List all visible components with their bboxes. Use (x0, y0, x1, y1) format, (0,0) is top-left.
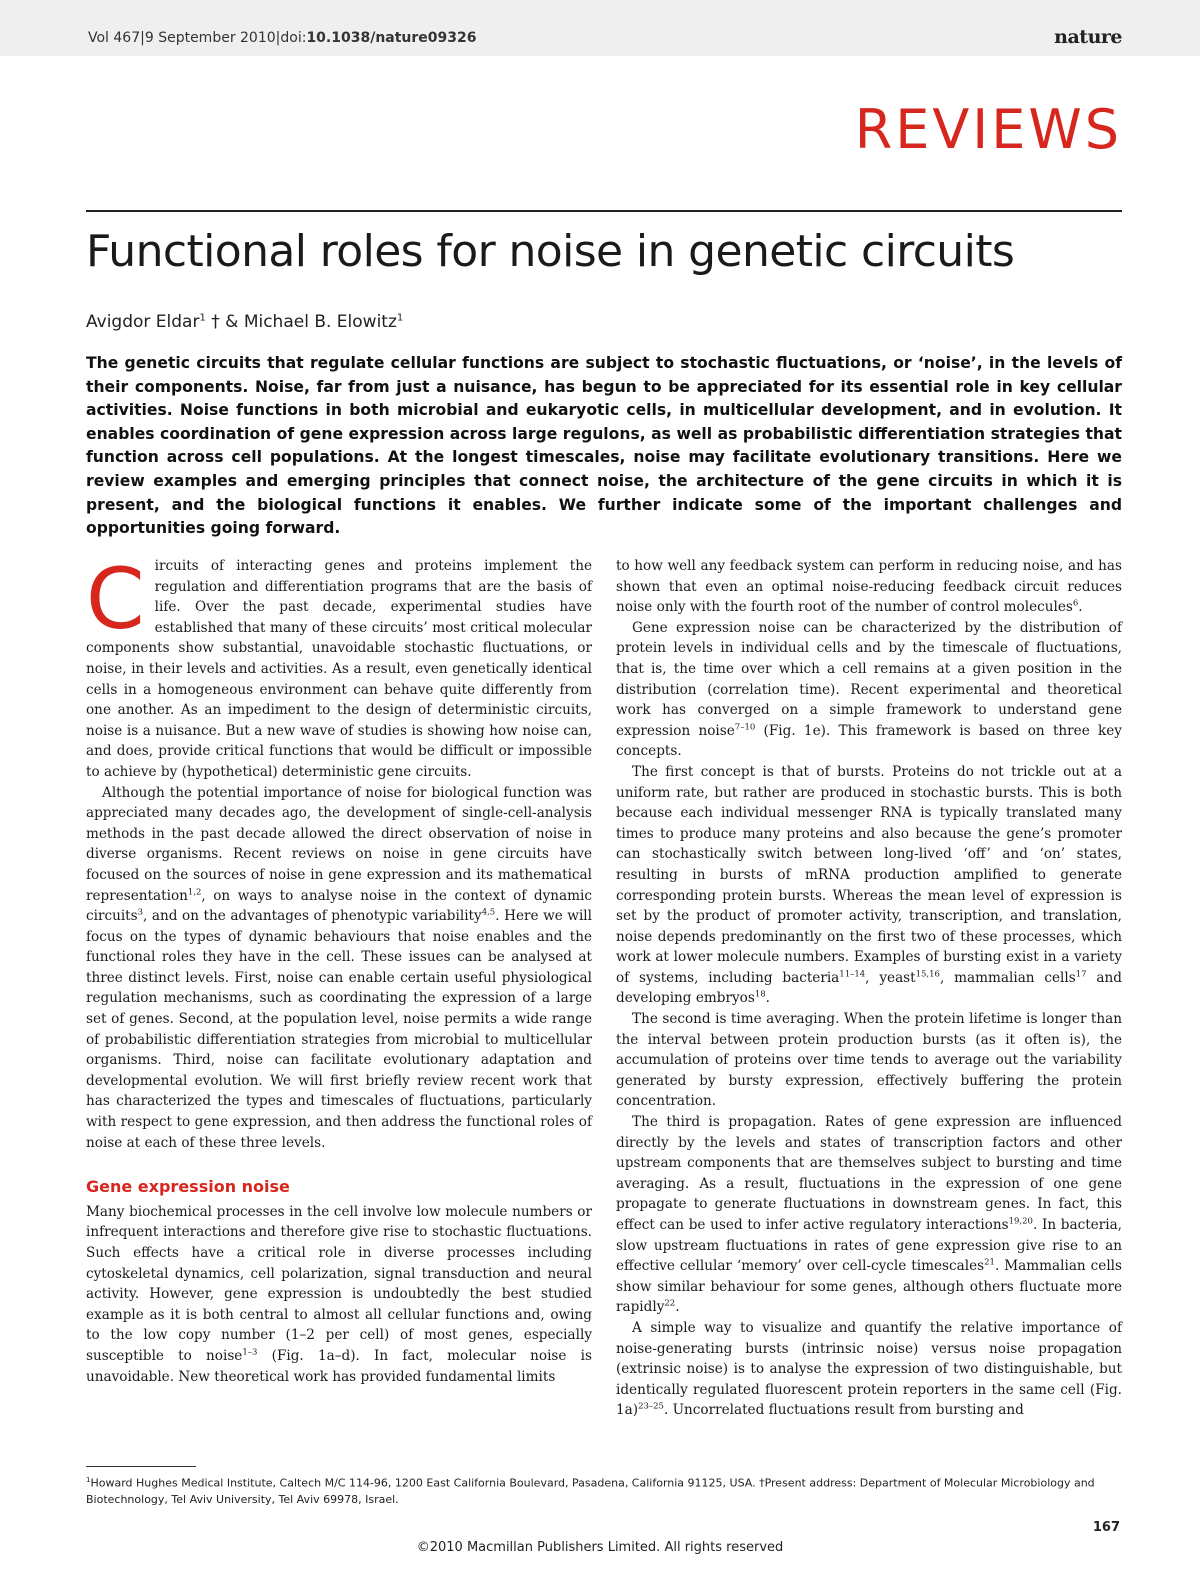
paragraph-text: The second is time averaging. When the protein lifetime is longer than the interval between protein production bursts (as it often is), the accumulation of proteins over time tends to average out the variability generated by bursty expression, effectively buffering the protein concentration. (616, 1011, 1122, 1110)
paragraph-text: ircuits of interacting genes and proteins implement the regulation and differentiation programs that are the basis of life. Over the past decade, experimental studies have established that many of these circuits’ most critical molecular components show substantial, unavoidable stochastic fluctuations, or noise, in their levels and activities. As a result, even genetically identical cells in a homogeneous environment can behave quite differently from one another. As an impediment to the design of deterministic circuits, noise is a nuisance. But a new wave of studies is showing how noise can, and does, provide critical functions that would be difficult or impossible to achieve by (hypothetical) deterministic gene circuits. (86, 558, 592, 780)
volume-issue: Vol 467|9 September 2010|doi: (88, 30, 307, 46)
paragraph-text: (Fig. 1a–d). In fact, molecular noise is unavoidable. New theoretical work has provided fundamental limits (86, 1347, 592, 1385)
paragraph-text: Many biochemical processes in the cell involve low molecule numbers or infrequent interactions and therefore give rise to stochastic fluctuations. Such effects have a critical role in diverse processes including cytoskeletal dynamics, cell polarization, signal transduction and neural activity. However, gene expression is undoubtedly the best studied example as it is both central to almost all cellular functions and, owing to the low copy number (1–2 per cell) of most genes, especially susceptible to noise (86, 1203, 592, 1364)
paragraph (86, 783, 592, 1154)
author-line (86, 312, 403, 332)
abstract: The genetic circuits that regulate cellular functions are subject to stochastic fluctuations, or ‘noise’, in the levels of their components. Noise, far from just a nuisance, has begun to be appreciated for its essential role in key cellular activities. Noise functions in both microbial and eukaryotic cells, in multicellular development, and in evolution. It enables coordination of gene expression across large regulons, as well as probabilistic differentiation strategies that function across cell populations. At the longest timescales, noise may facilitate evolutionary transitions. Here we review examples and emerging principles that connect noise, the architecture of the gene circuits in which it is present, and the biological functions it enables. We further indicate some of the important challenges and opportunities going forward. (86, 354, 1122, 538)
reference-marker[interactable]: 7–10 (734, 722, 756, 733)
copyright-notice: ©2010 Macmillan Publishers Limited. All rights reserved (416, 1540, 784, 1555)
reference-marker[interactable]: 3 (137, 907, 144, 918)
paragraph-text: . Uncorrelated fluctuations result from bursting and (663, 1402, 1024, 1419)
body-column-right (616, 556, 1122, 1421)
author-separator: † & (205, 312, 244, 332)
paragraph-text: , mammalian cells (939, 969, 1076, 986)
reference-marker[interactable]: 1,2 (187, 886, 202, 897)
paragraph-text: . Here we will focus on the types of dynamic behaviours that noise enables and the functional roles they have in the cell. These issues can be analysed at three distinct levels. First, noise can enable certain useful physiological regulation mechanisms, such as coordinating the expression of a large set of genes. Second, at the population level, noise permits a wide range of probabilistic differentiation strategies from microbial to multicellular organisms. Third, noise can facilitate evolutionary adaptation and developmental evolution. We will first briefly review recent work that has characterized the types and timescales of fluctuations, particularly with respect to gene expression, and then address the functional roles of noise at each of these three levels. (86, 908, 592, 1151)
reference-marker[interactable]: 15,16 (915, 969, 940, 980)
article-title: Functional roles for noise in genetic circuits (86, 226, 1015, 277)
reference-marker[interactable]: 23–25 (638, 1401, 664, 1412)
doi-link[interactable]: 10.1038/nature09326 (306, 30, 477, 46)
paragraph-text: and developing embryos (616, 969, 1122, 1007)
reference-marker[interactable]: 1–3 (242, 1347, 258, 1358)
paragraph-text: Gene expression noise can be characterized by the distribution of protein levels in individual cells and by the timescale of fluctuations, that is, the time over which a cell remains at a given position in the distribution (correlation time). Recent experimental and theoretical work has converged on a simple framework to understand gene expression noise (616, 619, 1122, 739)
title-divider (86, 210, 1122, 212)
reference-marker[interactable]: 4,5 (481, 907, 496, 918)
footnote-text: Howard Hughes Medical Institute, Caltech M/C 114-96, 1200 East California Boulevard, Pasadena, California 91125, USA. †Present address: Department of Molecular Microbiology and Biotechnology, Tel Aviv University, Tel Aviv 69978, Israel. (86, 1476, 1095, 1506)
paragraph-text: Although the potential importance of noise for biological function was appreciated many decades ago, the development of single-cell-analysis methods in the past decade allowed the direct observation of noise in diverse organisms. Recent reviews on noise in gene circuits have focused on the sources of noise in gene expression and its mathematical representation (86, 784, 592, 904)
paragraph-text: . (1078, 599, 1083, 616)
section-heading: Gene expression noise (86, 1177, 290, 1197)
journal-header-bar (0, 0, 1200, 56)
paragraph-text: The first concept is that of bursts. Proteins do not trickle out at a uniform rate, but rather are produced in stochastic bursts. This is both because each individual messenger RNA is typically translated many times to produce many proteins and also because the gene’s promoter can stochastically switch between long-lived ‘off’ and ‘on’ states, resulting in bursts of mRNA production amplified to generate corresponding protein bursts. Whereas the mean level of expression is set by the product of promoter activity, transcription, and translation, noise depends predominantly on the first two of these processes, which work at lower molecule numbers. Examples of bursting exist in a variety of systems, including bacteria (616, 763, 1122, 986)
reference-marker[interactable]: 17 (1075, 969, 1087, 980)
reference-marker[interactable]: 11–14 (839, 969, 866, 980)
paragraph-text: , yeast (865, 969, 916, 986)
journal-citation (88, 30, 477, 46)
affiliation-marker: 1 (86, 1476, 91, 1484)
paragraph-text: , and on the advantages of phenotypic variability (143, 908, 482, 925)
reference-marker[interactable]: 18 (754, 989, 766, 1000)
author-name: Michael B. Elowitz (243, 312, 397, 332)
paragraph (616, 618, 1122, 762)
reference-marker[interactable]: 22 (664, 1298, 676, 1309)
footnote-divider (86, 1466, 196, 1467)
paragraph (616, 556, 1122, 618)
paragraph (616, 1318, 1122, 1421)
affiliation-footnote (86, 1472, 1126, 1508)
paragraph-text: . Mammalian cells show similar behaviour for some genes, although others fluctuate more rapidly (616, 1258, 1122, 1316)
body-column-left (86, 550, 592, 1387)
paragraph-text: A simple way to visualize and quantify the relative importance of noise-generating bursts (intrinsic noise) versus noise propagation (extrinsic noise) is to analyse the expression of two distinguishable, but identically regulated fluorescent protein reporters in the same cell (Fig. 1a) (616, 1319, 1122, 1419)
paragraph-text: (Fig. 1e). This framework is based on three key concepts. (616, 722, 1122, 760)
affiliation-marker: 1 (199, 312, 206, 324)
journal-logo: nature (1054, 26, 1122, 48)
paragraph-text: . (765, 990, 770, 1007)
reference-marker[interactable]: 21 (984, 1257, 995, 1268)
reference-marker[interactable]: 6 (1072, 598, 1079, 609)
page-number: 167 (1092, 1520, 1120, 1535)
section-label: REVIEWS (854, 98, 1122, 161)
paragraph-text: to how well any feedback system can perform in reducing noise, and has shown that even an optimal noise-reducing feedback circuit reduces noise only with the fourth root of the number of control molecules (616, 558, 1122, 616)
author-name: Avigdor Eldar (86, 312, 200, 332)
paragraph (616, 1009, 1122, 1112)
paragraph-text: The third is propagation. Rates of gene expression are influenced directly by the levels and states of transcription factors and other upstream components that are themselves subject to bursting and time averaging. As a result, fluctuations in the expression of one gene propagate to generate fluctuations in downstream genes. In fact, this effect can be used to infer active regulatory interactions (616, 1114, 1122, 1233)
reference-marker[interactable]: 19,20 (1008, 1216, 1033, 1227)
affiliation-marker: 1 (396, 312, 404, 324)
paragraph (616, 1112, 1122, 1318)
paragraph (86, 1202, 592, 1387)
paragraph-text: , on ways to analyse noise in the context of dynamic circuits (86, 887, 592, 925)
paragraph (616, 762, 1122, 1009)
drop-cap: C (86, 550, 145, 648)
paragraph-text: . In bacteria, slow upstream fluctuations in rates of gene expression give rise to an effective cellular ‘memory’ over cell-cycle timescales (616, 1217, 1122, 1275)
paragraph (86, 550, 592, 783)
paragraph-text: . (675, 1299, 680, 1316)
